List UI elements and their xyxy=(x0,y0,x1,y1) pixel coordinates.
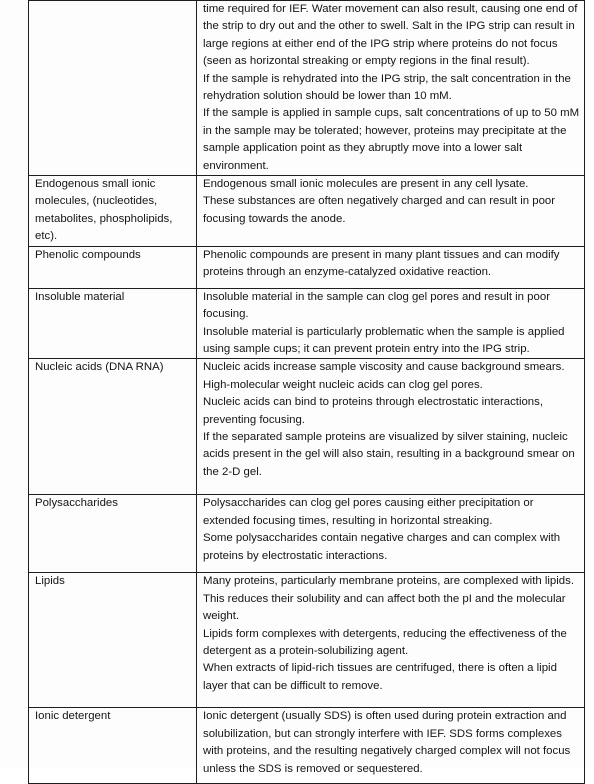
effect-line: Endogenous small ionic molecules are present in any cell lysate. xyxy=(203,178,529,191)
substance-cell: Polysaccharides xyxy=(29,495,197,573)
substance-cell: Ionic detergent xyxy=(29,708,197,784)
table-row xyxy=(29,176,585,247)
table-row xyxy=(29,246,585,288)
effect-cell xyxy=(197,495,585,573)
table-row xyxy=(29,708,585,784)
effect-line: These substances are often negatively charged and can result in poor focusing towards the anode. xyxy=(203,195,556,225)
effect-line: This reduces their solubility and can affect both the pI and the molecular weight. xyxy=(203,592,566,623)
effect-line: Insoluble material in the sample can clog gel pores and result in poor focusing. xyxy=(203,290,550,321)
effect-line: High-molecular weight nucleic acids can clog gel pores. xyxy=(203,378,483,391)
effect-cell xyxy=(197,708,585,784)
effect-line: If the sample is rehydrated into the IPG strip, the salt concentration in the rehydration solution should be lower than 10 mM. xyxy=(203,72,571,103)
effect-cell xyxy=(197,246,585,288)
effect-cell xyxy=(197,1,585,176)
effect-cell xyxy=(197,288,585,359)
effect-line: Polysaccharides can clog gel pores causing either precipitation or extended focusing times, resulting in horizontal streaking. xyxy=(203,497,534,527)
table-row xyxy=(29,288,585,359)
effect-line: If the sample is applied in sample cups, salt concentrations of up to 50 mM in the sample may be tolerated; however, proteins may precipitate at the sample application point as they abruptly move into a lower salt environment. xyxy=(203,107,580,172)
effect-line: Many proteins, particularly membrane proteins, are complexed with lipids. xyxy=(203,575,574,588)
interfering-substances-table xyxy=(28,0,585,784)
effect-line: Nucleic acids can bind to proteins through electrostatic interactions, preventing focusing. xyxy=(203,396,544,426)
effect-line: When extracts of lipid-rich tissues are centrifuged, there is often a lipid layer that can be difficult to remove. xyxy=(203,662,557,692)
table-row xyxy=(29,359,585,495)
effect-line: Lipids form complexes with detergents, reducing the effectiveness of the detergent as a protein-solubilizing agent. xyxy=(203,627,567,657)
table-row xyxy=(29,495,585,573)
effect-line: If the separated sample proteins are visualized by silver staining, nucleic acids present in the gel will also stain, resulting in a background smear on the 2-D gel. xyxy=(203,430,575,478)
substance-cell: Lipids xyxy=(29,573,197,708)
effect-cell xyxy=(197,359,585,495)
table-row xyxy=(29,1,585,176)
table-row xyxy=(29,573,585,708)
substance-cell: Phenolic compounds xyxy=(29,246,197,288)
effect-line: Phenolic compounds are present in many plant tissues and can modify proteins through an enzyme-catalyzed oxidative reaction. xyxy=(203,248,560,279)
substance-cell: Insoluble material xyxy=(29,288,197,359)
effect-line: Nucleic acids increase sample viscosity and cause background smears. xyxy=(203,361,565,374)
substance-cell: Nucleic acids (DNA RNA) xyxy=(29,359,197,495)
effect-line: Some polysaccharides contain negative charges and can complex with proteins by electrostatic interactions. xyxy=(203,532,561,562)
effect-cell xyxy=(197,573,585,708)
effect-cell xyxy=(197,176,585,247)
effect-line: Ionic detergent (usually SDS) is often used during protein extraction and solubilization, but can strongly interfere with IEF. SDS forms complexes with proteins, and the resulting negatively charged complex will not focus unless the SDS is removed or sequestered. xyxy=(203,710,571,775)
effect-line: time required for IEF. Water movement can also result, causing one end of the strip to dry out and the other to swell. Salt in the IPG strip can result in large regions at either end of the IPG strip where proteins do not focus (seen as horizontal streaking or empty regions in the final result). xyxy=(203,3,578,68)
effect-line: Insoluble material is particularly problematic when the sample is applied using sample cups; it can prevent protein entry into the IPG strip. xyxy=(203,325,565,355)
substance-cell xyxy=(29,1,197,176)
substance-cell: Endogenous small ionic molecules, (nucleotides, metabolites, phospholipids, etc). xyxy=(29,176,197,247)
